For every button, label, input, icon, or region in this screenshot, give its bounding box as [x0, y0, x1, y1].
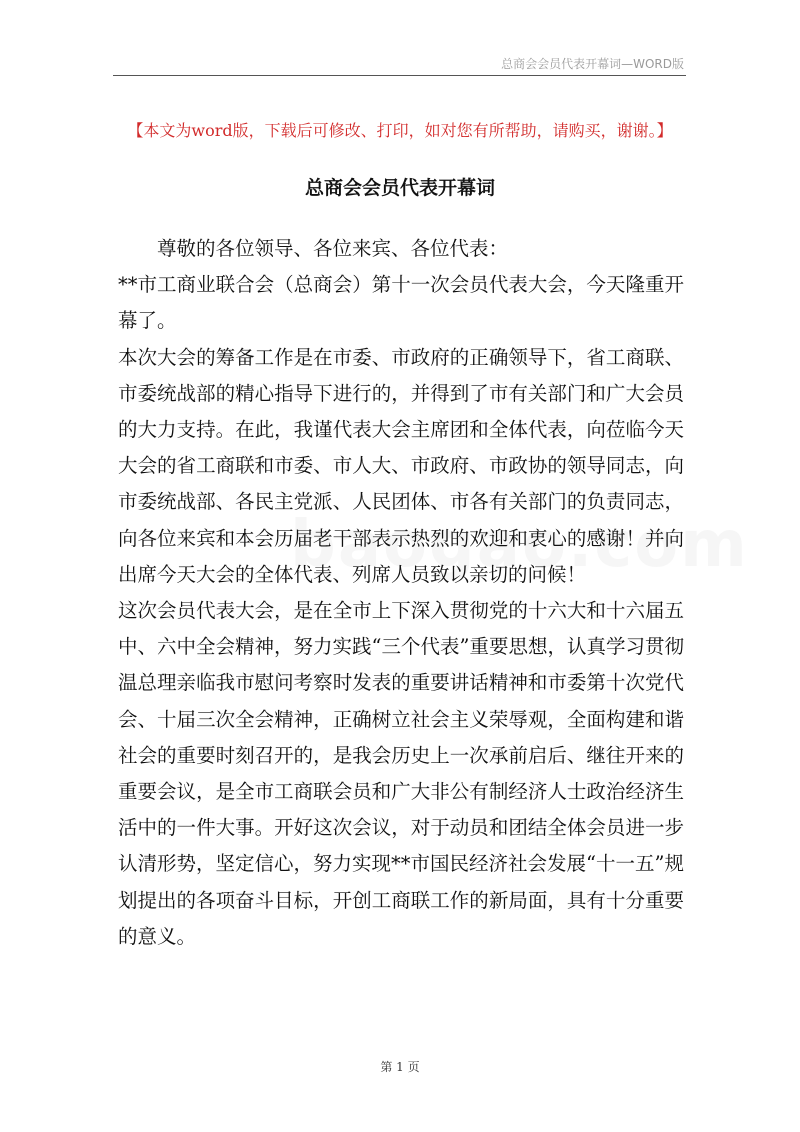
document-title: 总商会会员代表开幕词: [304, 177, 495, 199]
header-divider: [113, 75, 686, 76]
purchase-notice: 【本文为word版，下载后可修改、打印，如对您有所帮助，请购买，谢谢。】: [127, 121, 673, 140]
document-body: [118, 231, 684, 955]
running-header: 总商会会员代表开幕词—WORD版: [501, 57, 684, 71]
page-number: 第 1 页: [380, 1060, 420, 1074]
body-paragraph: 这次会员代表大会，是在全市上下深入贯彻党的十六大和十六届五中、六中全会精神，努力实践“三个代表”重要思想，认真学习贯彻温总理亲临我市慰问考察时发表的重要讲话精神和市委第十次党代会、十届三次全会精神，正确树立社会主义荣辱观，全面构建和谐社会的重要时刻召开的，是我会历史上一次承前启后、继往开来的重要会议，是全市工商联会员和广大非公有制经济人士政治经济生活中的一件大事。开好这次会议，对于动员和团结全体会员进一步认清形势，坚定信心，努力实现**市国民经济社会发展“十一五”规划提出的各项奋斗目标，开创工商联工作的新局面，具有十分重要的意义。: [118, 599, 684, 948]
salutation-paragraph: 尊敬的各位领导、各位来宾、各位代表：: [157, 237, 509, 260]
body-paragraph: 本次大会的筹备工作是在市委、市政府的正确领导下，省工商联、市委统战部的精心指导下进行的，并得到了市有关部门和广大会员的大力支持。在此，我谨代表大会主席团和全体代表，向莅临今天大会的省工商联和市委、市人大、市政府、市政协的领导同志，向市委统战部、各民主党派、人民团体、市各有关部门的负责同志，向各位来宾和本会历届老干部表示热烈的欢迎和衷心的感谢！并向出席今天大会的全体代表、列席人员致以亲切的问候！: [118, 345, 684, 586]
body-paragraph: **市工商业联合会（总商会）第十一次会员代表大会，今天隆重开幕了。: [118, 273, 684, 333]
